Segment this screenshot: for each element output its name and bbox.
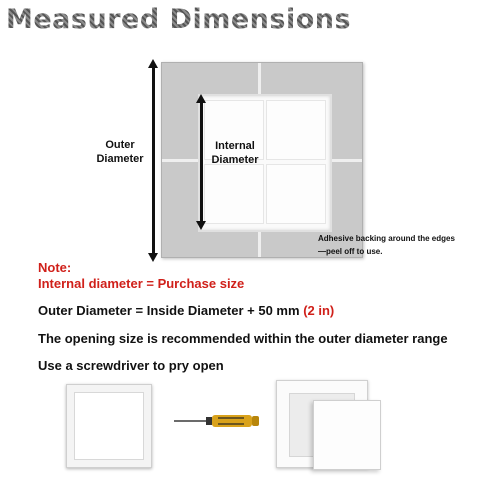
screwdriver-collar xyxy=(206,417,212,425)
outer-diameter-label xyxy=(92,139,148,167)
screwdriver-cap xyxy=(252,416,259,426)
screwdriver-handle-stripe xyxy=(218,417,244,419)
internal-arrow-down-icon xyxy=(196,221,206,230)
panel-quadrant xyxy=(266,164,326,224)
adhesive-line: —peel off to use. xyxy=(318,246,383,256)
adhesive-line: Adhesive backing around the edges xyxy=(318,234,455,243)
panel-quadrant xyxy=(266,100,326,160)
outer-label-line: Diameter xyxy=(96,152,144,165)
internal-label-line: Internal xyxy=(215,140,255,152)
open-panel-door-image xyxy=(313,400,381,470)
page-title: Measured Dimensions xyxy=(6,4,352,35)
adhesive-note xyxy=(318,233,478,259)
frame-seam-left xyxy=(162,159,198,162)
screwdriver-icon xyxy=(174,410,264,432)
screwdriver-handle-stripe xyxy=(218,423,244,425)
closed-panel-image xyxy=(66,384,152,468)
screwdriver-handle xyxy=(212,415,252,427)
internal-diameter-label xyxy=(208,140,262,168)
closed-panel-door xyxy=(74,392,144,460)
screwdriver-note: Use a screwdriver to pry open xyxy=(38,358,224,373)
outer-label-line: Outer xyxy=(105,139,135,151)
formula-line xyxy=(38,303,334,318)
note-body: Internal diameter = Purchase size xyxy=(38,276,245,291)
outer-dimension-line xyxy=(152,66,155,256)
panel-quadrant xyxy=(204,164,264,224)
opening-size-note: The opening size is recommended within the outer diameter range xyxy=(38,331,448,346)
screwdriver-shaft xyxy=(174,420,208,422)
formula-text: Outer Diameter = Inside Diameter + 50 mm xyxy=(38,303,300,318)
outer-arrow-down-icon xyxy=(148,253,158,262)
internal-label-line: Diameter xyxy=(211,153,259,166)
formula-highlight: (2 in) xyxy=(303,303,335,318)
frame-seam-right xyxy=(330,159,362,162)
frame-seam-top xyxy=(258,63,261,97)
internal-dimension-line xyxy=(200,101,203,223)
note-heading: Note: xyxy=(38,260,72,275)
